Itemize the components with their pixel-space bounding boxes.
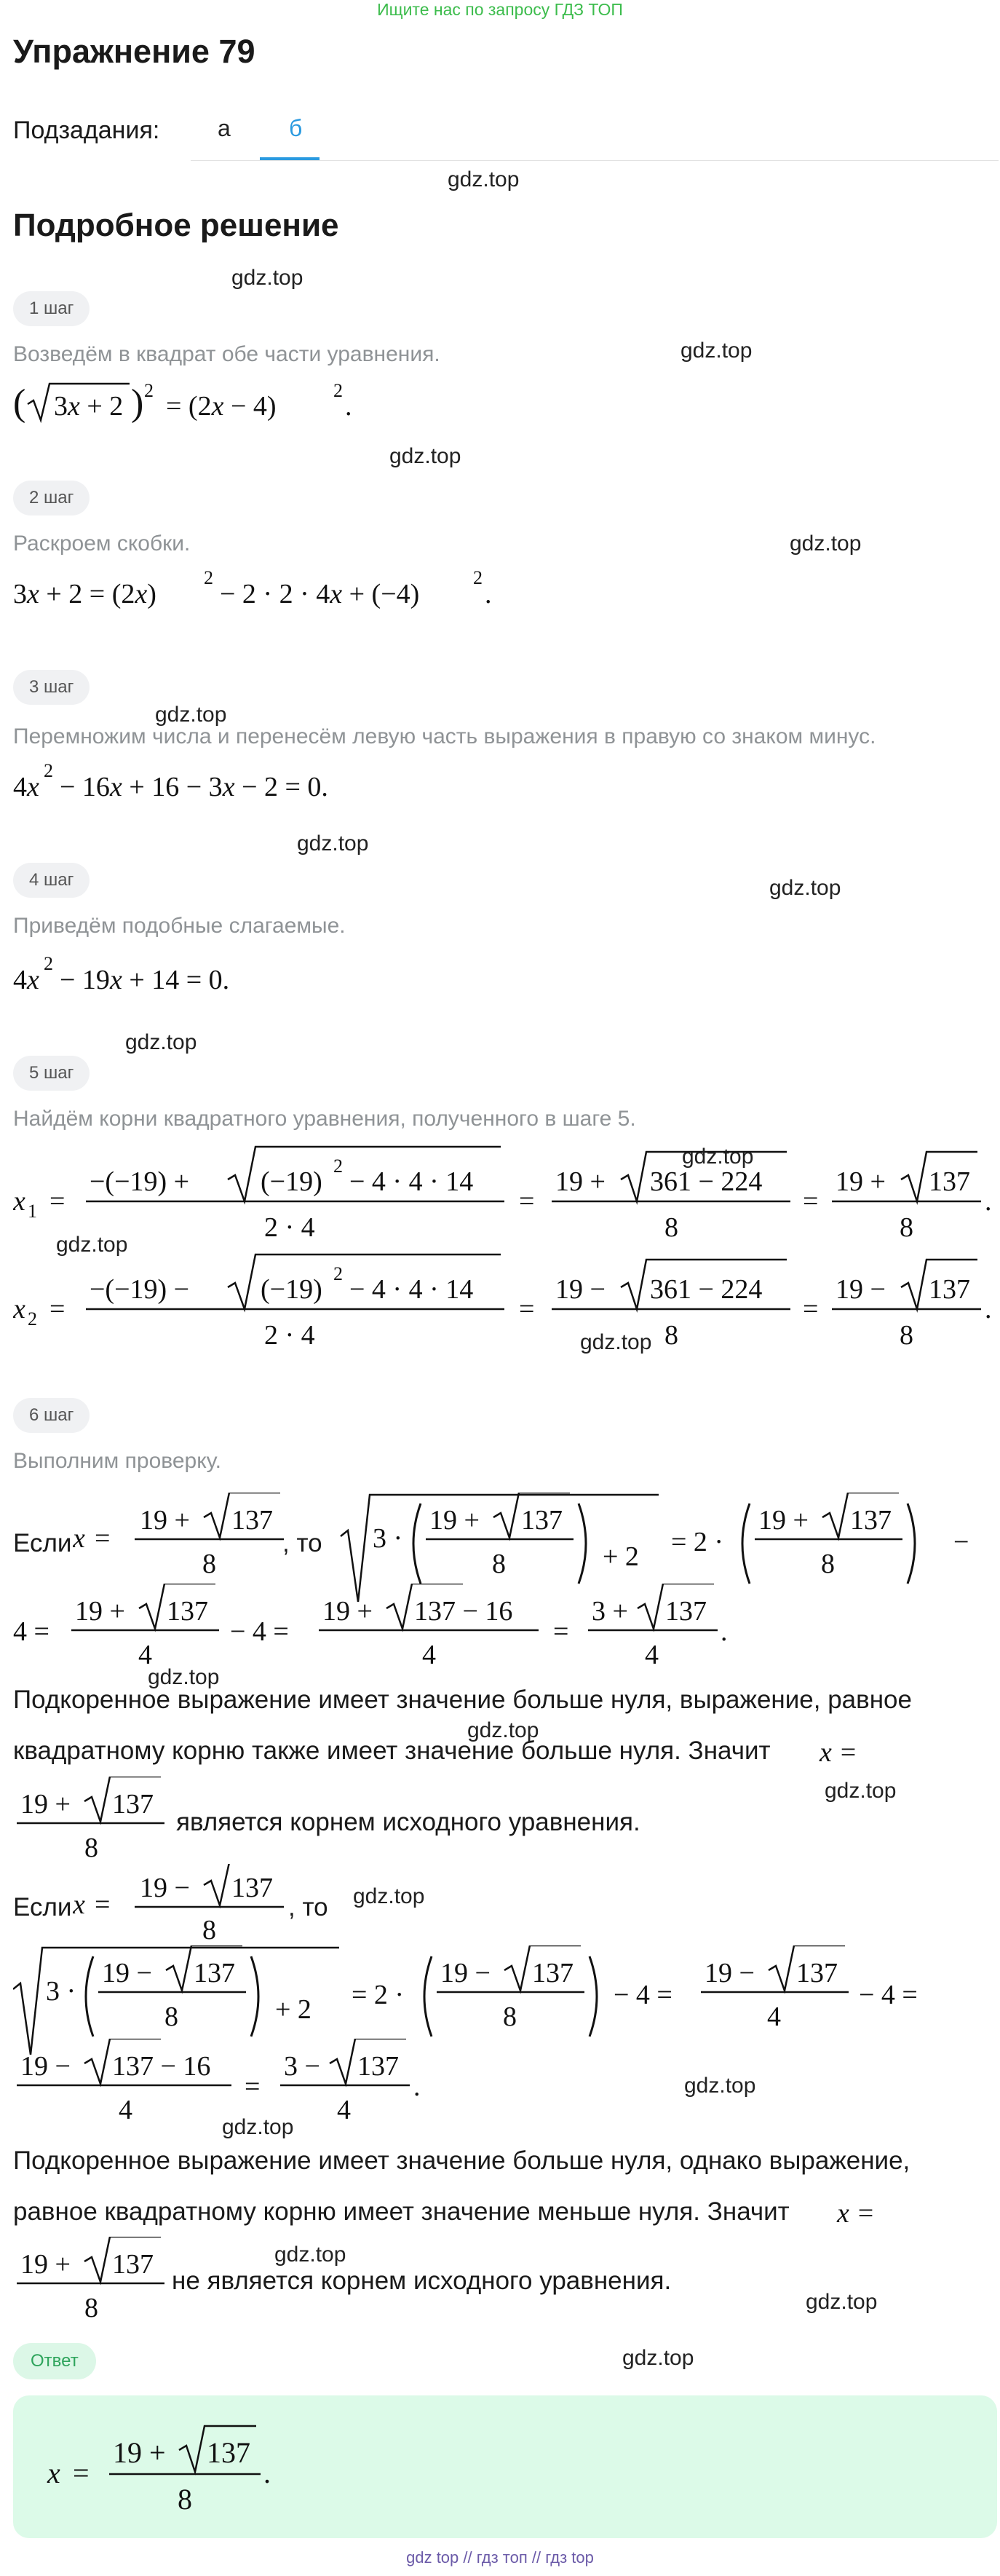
watermark: gdz.top	[806, 2290, 878, 2314]
svg-text:2: 2	[333, 1155, 343, 1177]
svg-text:19 +: 19 +	[429, 1505, 480, 1536]
svg-text:=: =	[553, 1616, 569, 1647]
check1-conclusion-line1: Подкоренное выражение имеет значение больше нуля, выражение, равное	[13, 1686, 912, 1714]
tab-subtask-b[interactable]: б	[289, 115, 303, 141]
watermark: gdz.top	[682, 1145, 754, 1169]
check1-then: , то	[282, 1529, 322, 1557]
svg-text:137: 137	[207, 2436, 250, 2469]
svg-text:137: 137	[929, 1166, 970, 1197]
watermark: gdz.top	[231, 266, 303, 290]
watermark: gdz.top	[684, 2074, 756, 2098]
svg-text:=: =	[803, 1294, 819, 1324]
root-x1-formula	[13, 1147, 992, 1243]
svg-text:− 4 · 4 · 14: − 4 · 4 · 14	[349, 1274, 474, 1305]
svg-text:19 −: 19 −	[705, 1958, 755, 1988]
step-text-6: Выполним проверку.	[13, 1449, 222, 1473]
svg-text:=: =	[803, 1186, 819, 1217]
svg-text:2: 2	[204, 568, 213, 588]
watermark: gdz.top	[274, 2243, 346, 2267]
svg-text:2: 2	[473, 568, 483, 588]
svg-text:19 −: 19 −	[836, 1274, 886, 1305]
svg-text:4: 4	[767, 2002, 781, 2032]
watermark: gdz.top	[222, 2115, 294, 2139]
svg-text:− 4 =: − 4 =	[230, 1616, 289, 1647]
svg-text:.: .	[413, 2071, 421, 2102]
check1-root-fraction	[13, 1777, 173, 1864]
root-x2-formula	[13, 1255, 992, 1351]
svg-text:=: =	[95, 1889, 111, 1920]
svg-text:8: 8	[202, 1549, 216, 1579]
equation-step-1	[13, 375, 377, 433]
svg-text:137: 137	[665, 1596, 707, 1627]
step-badge-4: 4 шаг	[13, 863, 90, 898]
solution-heading: Подробное решение	[13, 208, 339, 243]
svg-text:3 −: 3 −	[284, 2051, 320, 2082]
svg-text:.: .	[721, 1616, 728, 1647]
watermark: gdz.top	[769, 876, 841, 900]
svg-text:8: 8	[900, 1320, 913, 1351]
svg-text:19 −: 19 −	[102, 1958, 152, 1988]
step-badge-2: 2 шаг	[13, 481, 90, 515]
svg-text:.: .	[485, 579, 492, 609]
step-badge-1: 1 шаг	[13, 291, 90, 326]
svg-text:x: x	[73, 1523, 85, 1554]
svg-text:2 · 4: 2 · 4	[264, 1212, 315, 1243]
svg-text:19 +: 19 +	[75, 1596, 125, 1627]
step-text-2: Раскроем скобки.	[13, 532, 191, 556]
tab-subtask-a[interactable]: а	[218, 115, 231, 141]
svg-text:3x + 2 = (2x): 3x + 2 = (2x)	[13, 579, 156, 609]
watermark: gdz.top	[155, 703, 227, 727]
svg-text:=: =	[245, 2071, 261, 2102]
svg-text:.: .	[985, 1294, 992, 1324]
svg-text:137: 137	[521, 1505, 563, 1536]
svg-text:137: 137	[929, 1274, 970, 1305]
svg-text:19 +: 19 +	[836, 1166, 886, 1197]
watermark: gdz.top	[622, 2346, 694, 2370]
svg-text:−: −	[953, 1527, 969, 1557]
svg-text:x: x	[13, 1294, 25, 1324]
svg-text:= (2x − 4): = (2x − 4)	[166, 391, 277, 422]
svg-text:137: 137	[850, 1505, 892, 1536]
check2-x-fraction	[73, 1864, 291, 1951]
svg-text:361 − 224: 361 − 224	[650, 1166, 763, 1197]
svg-text:137 − 16: 137 − 16	[112, 2051, 211, 2082]
svg-text:19 +: 19 +	[20, 1789, 71, 1820]
step-badge-5: 5 шаг	[13, 1056, 90, 1091]
svg-text:+ 2: + 2	[603, 1541, 639, 1572]
step-text-5: Найдём корни квадратного уравнения, полученного в шаге 5.	[13, 1107, 636, 1131]
svg-text:19 +: 19 +	[20, 2249, 71, 2280]
svg-text:=: =	[95, 1523, 111, 1554]
svg-text:3 +: 3 +	[592, 1596, 628, 1627]
svg-text:8: 8	[664, 1212, 678, 1243]
svg-text:2: 2	[44, 954, 53, 974]
svg-text:137: 137	[796, 1958, 838, 1988]
svg-text:8: 8	[202, 1915, 216, 1945]
check2-root-fraction	[13, 2237, 173, 2324]
footer-links[interactable]: gdz top // гдз топ // гдз top	[406, 2548, 594, 2567]
check2-conclusion-line1: Подкоренное выражение имеет значение больше нуля, однако выражение,	[13, 2146, 910, 2175]
svg-text:137: 137	[231, 1505, 273, 1536]
svg-text:2: 2	[333, 380, 343, 401]
subtasks-label: Подзадания:	[13, 116, 160, 144]
svg-text:8: 8	[664, 1320, 678, 1351]
check2-x-eq: x =	[837, 2198, 876, 2229]
svg-text:4: 4	[422, 1640, 436, 1670]
svg-text:= 2 ·: = 2 ·	[352, 1980, 405, 2010]
svg-text:137 − 16: 137 − 16	[414, 1596, 513, 1627]
svg-text:3 ·: 3 ·	[46, 1976, 76, 2007]
svg-text:− 19x + 14 = 0.: − 19x + 14 = 0.	[60, 965, 230, 995]
svg-text:2: 2	[144, 380, 154, 401]
svg-text:=: =	[49, 1186, 66, 1217]
svg-text:=: =	[73, 2457, 90, 2489]
svg-text:8: 8	[503, 2002, 517, 2032]
equation-step-3	[13, 761, 450, 812]
svg-text:− 4 =: − 4 =	[614, 1980, 672, 2010]
svg-text:+ 2: + 2	[275, 1994, 311, 2025]
answer-badge: Ответ	[13, 2343, 96, 2379]
svg-text:137: 137	[112, 1789, 154, 1820]
step-badge-6: 6 шаг	[13, 1398, 90, 1433]
svg-text:.: .	[345, 391, 352, 422]
svg-text:19 −: 19 −	[20, 2051, 71, 2082]
svg-text:19 −: 19 −	[140, 1873, 190, 1903]
svg-text:2: 2	[28, 1308, 37, 1330]
svg-text:4: 4	[337, 2095, 351, 2125]
svg-text:.: .	[985, 1186, 992, 1217]
top-banner[interactable]: Ищите нас по запросу ГДЗ ТОП	[377, 0, 623, 19]
check1-conclusion-line3: является корнем исходного уравнения.	[176, 1808, 640, 1836]
check2-conclusion-line3: не является корнем исходного уравнения.	[172, 2267, 672, 2295]
watermark: gdz.top	[148, 1665, 220, 1689]
watermark: gdz.top	[790, 532, 862, 556]
check1-conclusion-line2: квадратному корню также имеет значение больше нуля. Значит	[13, 1737, 771, 1765]
answer-formula	[44, 2425, 298, 2519]
svg-text:(: (	[13, 382, 26, 424]
svg-text:8: 8	[164, 2002, 178, 2032]
step-text-4: Приведём подобные слагаемые.	[13, 914, 346, 938]
svg-text:=: =	[519, 1294, 535, 1324]
svg-text:8: 8	[178, 2483, 192, 2516]
svg-text:=: =	[519, 1186, 535, 1217]
svg-text:8: 8	[84, 1833, 98, 1863]
svg-text:3 ·: 3 ·	[373, 1523, 403, 1554]
svg-text:(−19): (−19)	[261, 1274, 322, 1305]
svg-text:4: 4	[119, 2095, 132, 2125]
watermark: gdz.top	[56, 1233, 128, 1257]
svg-text:− 2 · 2 · 4x + (−4): − 2 · 2 · 4x + (−4)	[220, 579, 420, 609]
step-badge-3: 3 шаг	[13, 670, 90, 705]
svg-text:8: 8	[84, 2293, 98, 2323]
step-text-3: Перемножим числа и перенесём левую часть выражения в правую со знаком минус.	[13, 724, 876, 748]
svg-text:− 4 =: − 4 =	[859, 1980, 918, 2010]
svg-text:−(−19) −: −(−19) −	[90, 1274, 190, 1305]
svg-text:): )	[131, 382, 144, 424]
svg-text:19 −: 19 −	[440, 1958, 491, 1988]
check2-conclusion-line2: равное квадратному корню имеет значение меньше нуля. Значит	[13, 2197, 790, 2226]
svg-text:− 4 · 4 · 14: − 4 · 4 · 14	[349, 1166, 474, 1197]
watermark: gdz.top	[448, 167, 520, 191]
equation-step-2	[13, 568, 523, 619]
svg-text:= 2 ·: = 2 ·	[671, 1527, 724, 1557]
watermark: gdz.top	[389, 444, 461, 468]
check1-formula-line2	[13, 1584, 741, 1671]
watermark: gdz.top	[125, 1030, 197, 1054]
svg-text:137: 137	[194, 1958, 235, 1988]
svg-text:8: 8	[821, 1549, 835, 1579]
svg-text:1: 1	[28, 1201, 37, 1222]
svg-text:x: x	[73, 1889, 85, 1920]
watermark: gdz.top	[467, 1718, 539, 1742]
svg-text:19 +: 19 +	[113, 2436, 166, 2469]
svg-text:4: 4	[138, 1640, 152, 1670]
svg-text:2 · 4: 2 · 4	[264, 1320, 315, 1351]
svg-text:137: 137	[532, 1958, 574, 1988]
svg-text:4 =: 4 =	[13, 1616, 49, 1647]
svg-text:− 16x + 16 − 3x − 2 = 0.: − 16x + 16 − 3x − 2 = 0.	[60, 772, 328, 802]
svg-text:2: 2	[44, 761, 53, 781]
svg-text:x: x	[13, 1186, 25, 1217]
svg-text:x: x	[47, 2457, 60, 2489]
svg-text:3x + 2: 3x + 2	[54, 391, 124, 422]
step-text-1: Возведём в квадрат обе части уравнения.	[13, 342, 440, 366]
svg-text:8: 8	[900, 1212, 913, 1243]
check1-if: Если	[13, 1529, 72, 1557]
svg-text:=: =	[49, 1294, 66, 1324]
svg-text:4x: 4x	[13, 772, 39, 802]
svg-text:(−19): (−19)	[261, 1166, 322, 1197]
svg-text:19 +: 19 +	[322, 1596, 373, 1627]
tabs-divider	[191, 160, 999, 161]
check1-x-eq: x =	[820, 1737, 858, 1768]
svg-text:137: 137	[357, 2051, 399, 2082]
svg-text:−(−19) +: −(−19) +	[90, 1166, 190, 1197]
svg-text:361 − 224: 361 − 224	[650, 1274, 763, 1305]
svg-text:137: 137	[167, 1596, 208, 1627]
page-title: Упражнение 79	[13, 33, 255, 70]
equations-step-5	[13, 1143, 996, 1362]
svg-text:4: 4	[645, 1640, 659, 1670]
svg-text:19 −: 19 −	[555, 1274, 606, 1305]
svg-text:8: 8	[492, 1549, 506, 1579]
svg-text:.: .	[263, 2457, 271, 2489]
equation-step-4	[13, 954, 377, 1005]
check2-then: , то	[288, 1893, 328, 1921]
watermark: gdz.top	[680, 339, 753, 363]
svg-text:137: 137	[231, 1873, 273, 1903]
watermark: gdz.top	[825, 1779, 897, 1803]
svg-text:19 +: 19 +	[758, 1505, 809, 1536]
check2-formula-line2	[13, 2039, 523, 2126]
check2-if: Если	[13, 1893, 72, 1921]
watermark: gdz.top	[353, 1884, 425, 1908]
svg-text:4x: 4x	[13, 965, 39, 995]
watermark: gdz.top	[297, 831, 369, 856]
watermark: gdz.top	[580, 1330, 652, 1354]
svg-text:19 +: 19 +	[140, 1505, 190, 1536]
svg-text:2: 2	[333, 1263, 343, 1284]
svg-text:137: 137	[112, 2249, 154, 2280]
svg-text:19 +: 19 +	[555, 1166, 606, 1197]
